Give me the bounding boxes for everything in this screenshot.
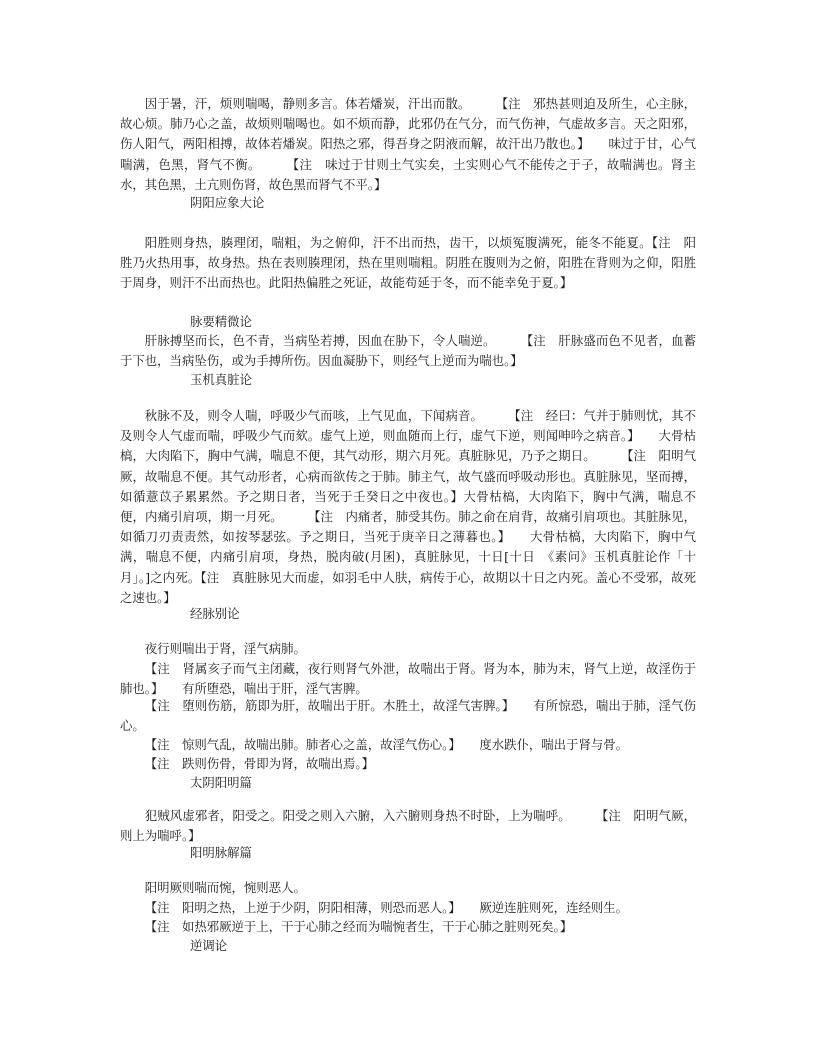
section-heading: 经脉别论 — [190, 606, 240, 621]
paragraph: 因于暑，汗，烦则喘喝，静则多言。体若燔炭，汗出而散。 【注 邪热甚则迫及所生，心主脉，故心烦。肺乃心之盖，故烦则喘喝也。如不烦而静，此邪仍在气分，而气伤神，气虚故多言。天之阳邪，伤人阳气，两阳相搏，故体若燔炭。阳热之邪，得吾身之阴液而解，故汗出乃散也。】 味过于甘，心气喘满，色黑，肾气不衡。 【注 味过于甘则土气实矣，土实则心气不能传之于子，故喘满也。肾主水，其色黑，土亢则伤肾，故色黑而肾气不平。】 — [120, 96, 696, 192]
section-heading: 阳明脉解篇 — [190, 845, 252, 860]
paragraph: 秋脉不及，则令人喘，呼吸少气而咳，上气见血，下闻病音。 【注 经曰：气并于肺则忧，其不及则令人气虚而喘，呼吸少气而欬。虚气上逆，则血随而上行，虚气下逆，则闻呻吟之病音。】 大骨枯槁，大肉陷下，胸中气满，喘息不便，其气动形，期六月死。真脏脉见，乃予之期日。 【注 阳明气厥，故喘息不便。其气动形者，心病而欲传之于肺。肺主气，故气盛而呼吸动形也。真脏脉见，坚而搏，如循薏苡子累累然。予之期日者，当死于壬癸日之中夜也。】大骨枯槁，大肉陷下，胸中气满，喘息不便，内痛引肩项，期一月死。 【注 内痛者，肺受其伤。肺之俞在肩背，故痛引肩项也。其脏脉见，如循刀刃责责然，如按琴瑟弦。予之期日，当死于庚辛日之薄暮也。】 大骨枯槁，大肉陷下，胸中气满，喘息不便，内痛引肩项，身热，脱肉破(月囷)，真脏脉见，十日[十日 《素问》玉机真脏论作「十月」。]之内死。【注 真脏脉见大而虚，如羽毛中人肤，病传于心，故期以十日之内死。盖心不受邪，故死之速也。】 — [120, 408, 696, 605]
section-heading: 逆调论 — [190, 938, 228, 953]
paragraph: 【注 阳明之热，上逆于少阴，阴阳相薄，则恐而恶人。】 厥逆连脏则死，连经则生。 — [144, 900, 629, 915]
paragraph: 阳胜则身热，腠理闭，喘粗，为之俯仰，汗不出而热，齿干，以烦冤腹满死，能冬不能夏。【注 阳胜乃火热用事，故身热。热在表则腠理闭，热在里则喘粗。阴胜在腹则为之俯，阳胜在背则为之仰，阳胜于周身，则汗不出而热也。此阳热偏胜之死证，故能苟延于冬，而不能幸免于夏。】 — [120, 235, 696, 291]
section-heading: 玉机真脏论 — [190, 372, 252, 387]
paragraph: 【注 如热邪厥逆于上，干于心肺之经而为喘惋者生，干于心肺之脏则死矣。】 — [144, 919, 573, 934]
paragraph: 夜行则喘出于肾，淫气病肺。 — [144, 641, 306, 656]
paragraph: 【注 肾属亥子而气主闭藏，夜行则肾气外泄，故喘出于肾。肾为本，肺为末，肾气上逆，故淫伤于肺也。】 有所堕恐，喘出于肝，淫气害脾。 — [120, 661, 696, 697]
paragraph: 【注 堕则伤筋，筋即为肝，故喘出于肝。木胜土，故淫气害脾。】 有所惊恐，喘出于肺，淫气伤心。 — [120, 698, 696, 734]
paragraph: 【注 跌则伤骨，骨即为肾，故喘出焉。】 — [144, 756, 375, 771]
paragraph: 犯贼风虚邪者，阳受之。阳受之则入六腑，入六腑则身热不时卧，上为喘呼。 【注 阳明气厥，则上为喘呼。】 — [120, 808, 696, 844]
paragraph: 阳明厥则喘而惋，惋则恶人。 — [144, 880, 306, 895]
section-heading: 阴阳应象大论 — [190, 195, 265, 210]
paragraph: 肝脉搏坚而长，色不青，当病坠若搏，因血在胁下，令人喘逆。 【注 肝脉盛而色不见者，血蓄于下也，当病坠伤，或为手搏所伤。因血凝胁下，则经气上逆而为喘也。】 — [120, 333, 696, 369]
paragraph: 【注 惊则气乱，故喘出肺。肺者心之盖，故淫气伤心。】 度水跌仆，喘出于肾与骨。 — [144, 737, 629, 752]
section-heading: 脉要精微论 — [190, 314, 252, 329]
section-heading: 太阴阳明篇 — [190, 775, 252, 790]
